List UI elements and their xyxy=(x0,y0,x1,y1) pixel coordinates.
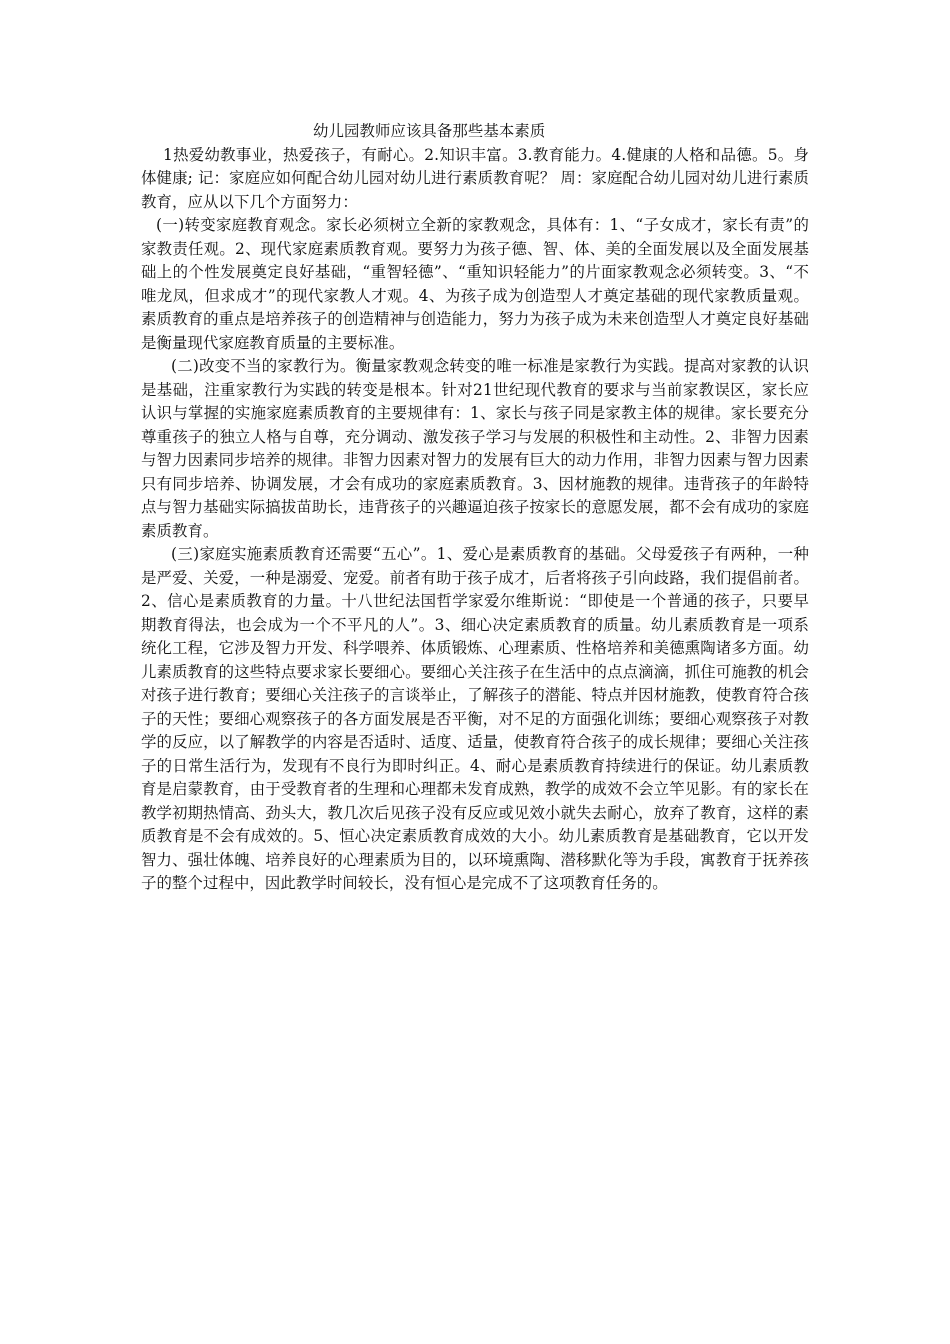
paragraph-section-2: (二)改变不当的家教行为。衡量家教观念转变的唯一标准是家教行为实践。提高对家教的认识是基础，注重家教行为实践的转变是根本。针对21世纪现代教育的要求与当前家教误区，家长应认识与掌握的实施家庭素质教育的主要规律有：1、家长与孩子同是家教主体的规律。家长要充分尊重孩子的独立人格与自尊，充分调动、激发孩子学习与发展的积极性和主动性。2、非智力因素与智力因素同步培养的规律。非智力因素对智力的发展有巨大的动力作用，非智力因素与智力因素只有同步培养、协调发展，才会有成功的家庭素质教育。3、因材施教的规律。违背孩子的年龄特点与智力基础实际搞拔苗助长，违背孩子的兴趣逼迫孩子按家长的意愿发展，都不会有成功的家庭素质教育。 xyxy=(141,357,809,540)
document-title: 幼儿园教师应该具备那些基本素质 xyxy=(313,122,546,140)
paragraph-section-1: (一)转变家庭教育观念。家长必须树立全新的家教观念，具体有：1、“子女成才，家长有责”的家教责任观。2、现代家庭素质教育观。要努力为孩子德、智、体、美的全面发展以及全面发展基础上的个性发展奠定良好基础，“重智轻德”、“重知识轻能力”的片面家教观念必须转变。3、“不唯龙凤，但求成才”的现代家教人才观。4、为孩子成为创造型人才奠定基础的现代家教质量观。素质教育的重点是培养孩子的创造精神与创造能力，努力为孩子成为未来创造型人才奠定良好基础是衡量现代家庭教育质量的主要标准。 xyxy=(141,216,809,352)
paragraph-intro: 1热爱幼教事业，热爱孩子，有耐心。2.知识丰富。3.教育能力。4.健康的人格和品德。5。身体健康; 记：家庭应如何配合幼儿园对幼儿进行素质教育呢？ 周：家庭配合幼儿园对幼儿进行素质教育，应从以下几个方面努力： xyxy=(141,145,809,211)
paragraph-section-3: (三)家庭实施素质教育还需要“五心”。1、爱心是素质教育的基础。父母爱孩子有两种，一种是严爱、关爱，一种是溺爱、宠爱。前者有助于孩子成才，后者将孩子引向歧路，我们提倡前者。2、信心是素质教育的力量。十八世纪法国哲学家爱尔维斯说：“即使是一个普通的孩子，只要早期教育得法，也会成为一个不平凡的人”。3、细心决定素质教育的质量。幼儿素质教育是一项系统化工程，它涉及智力开发、科学喂养、体质锻炼、心理素质、性格培养和美德熏陶诸多方面。幼儿素质教育的这些特点要求家长要细心。要细心关注孩子在生活中的点点滴滴，抓住可施教的机会对孩子进行教育；要细心关注孩子的言谈举止，了解孩子的潜能、特点并因材施教，使教育符合孩子的天性；要细心观察孩子的各方面发展是否平衡，对不足的方面强化训练；要细心观察孩子对教学的反应，以了解教学的内容是否适时、适度、适量，使教育符合孩子的成长规律；要细心关注孩子的日常生活行为，发现有不良行为即时纠正。4、耐心是素质教育持续进行的保证。幼儿素质教育是启蒙教育，由于受教育者的生理和心理都未发育成熟，教学的成效不会立竿见影。有的家长在教学初期热情高、劲头大，教几次后见孩子没有反应或见效小就失去耐心，放弃了教育，这样的素质教育是不会有成效的。5、恒心决定素质教育成效的大小。幼儿素质教育是基础教育，它以开发智力、强壮体魄、培养良好的心理素质为目的，以环境熏陶、潜移默化等为手段，寓教育于抚养孩子的整个过程中，因此教学时间较长，没有恒心是完成不了这项教育任务的。 xyxy=(141,545,809,892)
document-body xyxy=(141,120,809,896)
